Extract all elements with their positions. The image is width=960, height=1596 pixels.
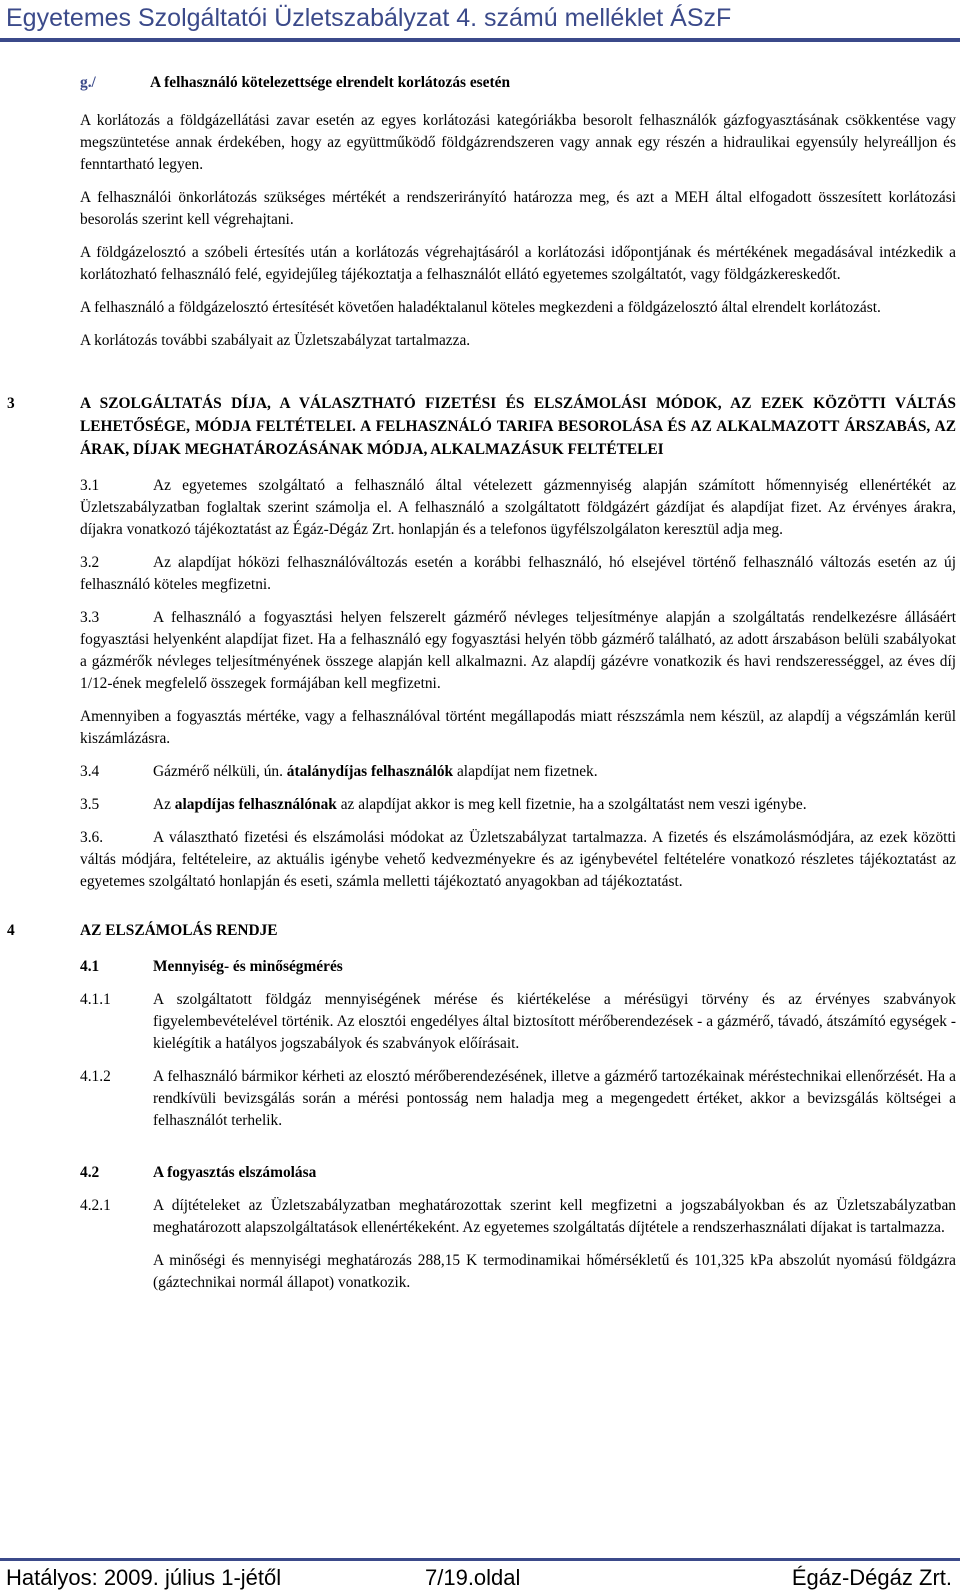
item-3-3: 3.3 A felhasználó a fogyasztási helyen felszerelt gázmérő névleges teljesítménye alapján a szolgáltatás rendelkezésre állásáért fogyasztási helyenként alapdíjat fizet. Ha a felhasználó egy fogyasztási helyén több gázmérő található, az adott árszabáson belüli szabályokat a gázmérők névleges teljesítményének összege alapján kell alkalmazni. Az alapdíj gázévre vonatkozik és havi rendszerességgel, az éves díj 1/12-ének megfelelő összegek formájában kell megfizetni. xyxy=(80,609,956,692)
section-g-paragraph: A korlátozás a földgázellátási zavar esetén az egyes korlátozási kategóriákba besorolt felhasználók gázfogyasztásának csökkentése vagy megszüntetése annak érdekében, hogy az együttműködő földgázrendszeren vagy annak egy részén a hidraulikai egyensúly helyreálljon és fenntartható legyen. xyxy=(80,112,956,173)
section-g-paragraph: A felhasználói önkorlátozás szükséges mértékét a rendszerirányító határozza meg, és azt a MEH által elfogadott összesített korlátozási besorolás szerint kell végrehajtani. xyxy=(80,189,956,228)
item-3-6: 3.6. A választható fizetési és elszámolási módokat az Üzletszabályzat tartalmazza. A fizetés és elszámolásmódjára, az ezek közötti váltás módjára, feltételeire, az aktuális igénybe vehető kedvezményekre és az igénybevétel feltételére vonatkozó részletes tájékoztatást az egyetemes szolgáltató honlapján és eseti, számla melletti tájékoztató anyagokban ad tájékoztatást. xyxy=(80,829,956,890)
chapter-3-number: 3 xyxy=(7,395,15,412)
section-g-number: g./ xyxy=(80,74,96,91)
section-g-paragraph: A földgázelosztó a szóbeli értesítés után a korlátozás végrehajtásáról a korlátozási időpontjának és mértékének megadásával intézkedik a korlátozható felhasználó felé, egyidejűleg tájékoztatja a felhasználót ellátó egyetemes szolgáltatót, vagy földgázkereskedőt. xyxy=(80,244,956,283)
header-title: Egyetemes Szolgáltatói Üzletszabályzat 4. számú melléklet ÁSzF xyxy=(6,4,732,32)
section-g-paragraph: A korlátozás további szabályait az Üzletszabályzat tartalmazza. xyxy=(80,332,471,349)
footer-effective-date: Hatályos: 2009. július 1-jétől xyxy=(6,1565,282,1590)
chapter-3-title: A SZOLGÁLTATÁS DÍJA, A VÁLASZTHATÓ FIZETÉSI ÉS ELSZÁMOLÁSI MÓDOK, AZ EZEK KÖZÖTTI VÁLTÁS LEHETŐSÉGE, MÓDJA FELTÉTELEI. A FELHASZNÁLÓ TARIFA BESOROLÁSA ÉS AZ ALKALMAZOTT ÁRSZABÁS, AZ ÁRAK, DÍJAK MEGHATÁROZÁSÁNAK MÓDJA, ALKALMAZÁSUK FELTÉTELEI xyxy=(80,395,956,458)
page-header xyxy=(0,0,960,42)
item-4-1-1: 4.1.1 A szolgáltatott földgáz mennyiségének mérése és kiértékelése a mérésügyi törvény és az érvényes szabványok figyelembevételével történik. Az elosztói engedélyes által biztosított mérőberendezések - a gázmérő, távadó, átszámító egységek - kielégítik a hatályos jogszabályok és szabványok előírásait. xyxy=(80,991,956,1052)
item-3-5: 3.5 Az alapdíjas felhasználónak az alapdíjat akkor is meg kell fizetnie, ha a szolgáltatást nem veszi igénybe. xyxy=(80,796,807,813)
item-3-1: 3.1 Az egyetemes szolgáltató a felhasználó által vételezett gázmennyiség alapján számított hőmennyiség ellenértékét az Üzletszabályzatban foglaltak szerint számolja el. A felhasználó a szolgáltatott földgázért gázdíjat és alapdíjat fizet. Az érvényes árakra, díjakra vonatkozó tájékoztatást az Égáz-Dégáz Zrt. honlapján és a telefonos ügyfélszolgálaton keresztül adja meg. xyxy=(80,477,956,538)
section-g-paragraph: A felhasználó a földgázelosztó értesítését követően haladéktalanul köteles megkezdeni a földgázelosztó által elrendelt korlátozást. xyxy=(80,299,881,316)
section-4-1-heading: 4.1 Mennyiség- és minőségmérés xyxy=(80,958,343,975)
chapter-3-heading xyxy=(7,392,956,461)
chapter-4-number: 4 xyxy=(7,922,15,939)
paragraph-amennyiben: Amennyiben a fogyasztás mértéke, vagy a felhasználóval történt megállapodás miatt részszámla nem készül, az alapdíj a végszámlán kerül kiszámlázásra. xyxy=(80,708,956,747)
item-4-2-1-paragraph: A minőségi és mennyiségi meghatározás 288,15 K termodinamikai hőmérsékletű és 101,325 kPa abszolút nyomású földgázra (gáztechnikai normál állapot) vonatkozik. xyxy=(153,1252,956,1291)
chapter-4-heading xyxy=(7,919,956,942)
item-3-2: 3.2 Az alapdíjat hóközi felhasználóváltozás esetén a korábbi felhasználó, hó elsejével történő felhasználó változás esetén az új felhasználó köteles megfizetni. xyxy=(80,554,956,593)
item-3-4: 3.4 Gázmérő nélküli, ún. átalánydíjas felhasználók alapdíjat nem fizetnek. xyxy=(80,763,598,780)
section-g-heading xyxy=(80,72,956,94)
document-body xyxy=(7,72,956,1305)
page-footer xyxy=(0,1558,960,1596)
item-4-2-1: 4.2.1 A díjtételeket az Üzletszabályzatban meghatározottak szerint kell megfizetni a jogszabályokban és az Üzletszabályzatban meghatározott alapszolgáltatások ellenértékeként. Az egyetemes szolgáltatás díjtétele a rendszerhasználati díjakat is tartalmazza. xyxy=(80,1197,956,1236)
chapter-4-title: AZ ELSZÁMOLÁS RENDJE xyxy=(80,922,278,939)
section-g-title: A felhasználó kötelezettsége elrendelt korlátozás esetén xyxy=(150,74,511,91)
item-4-1-2: 4.1.2 A felhasználó bármikor kérheti az elosztó mérőberendezésének, illetve a gázmérő tartozékainak méréstechnikai ellenőrzését. Ha a rendkívüli bevizsgálás során a mérési pontosság nem haladja meg a megengedett értéket, akkor a bevizsgálás költségei a felhasználót terhelik. xyxy=(80,1068,956,1129)
footer-company: Égáz-Dégáz Zrt. xyxy=(791,1565,952,1590)
section-4-2-heading: 4.2 A fogyasztás elszámolása xyxy=(80,1164,317,1181)
footer-page-number: 7/19.oldal xyxy=(425,1565,521,1590)
